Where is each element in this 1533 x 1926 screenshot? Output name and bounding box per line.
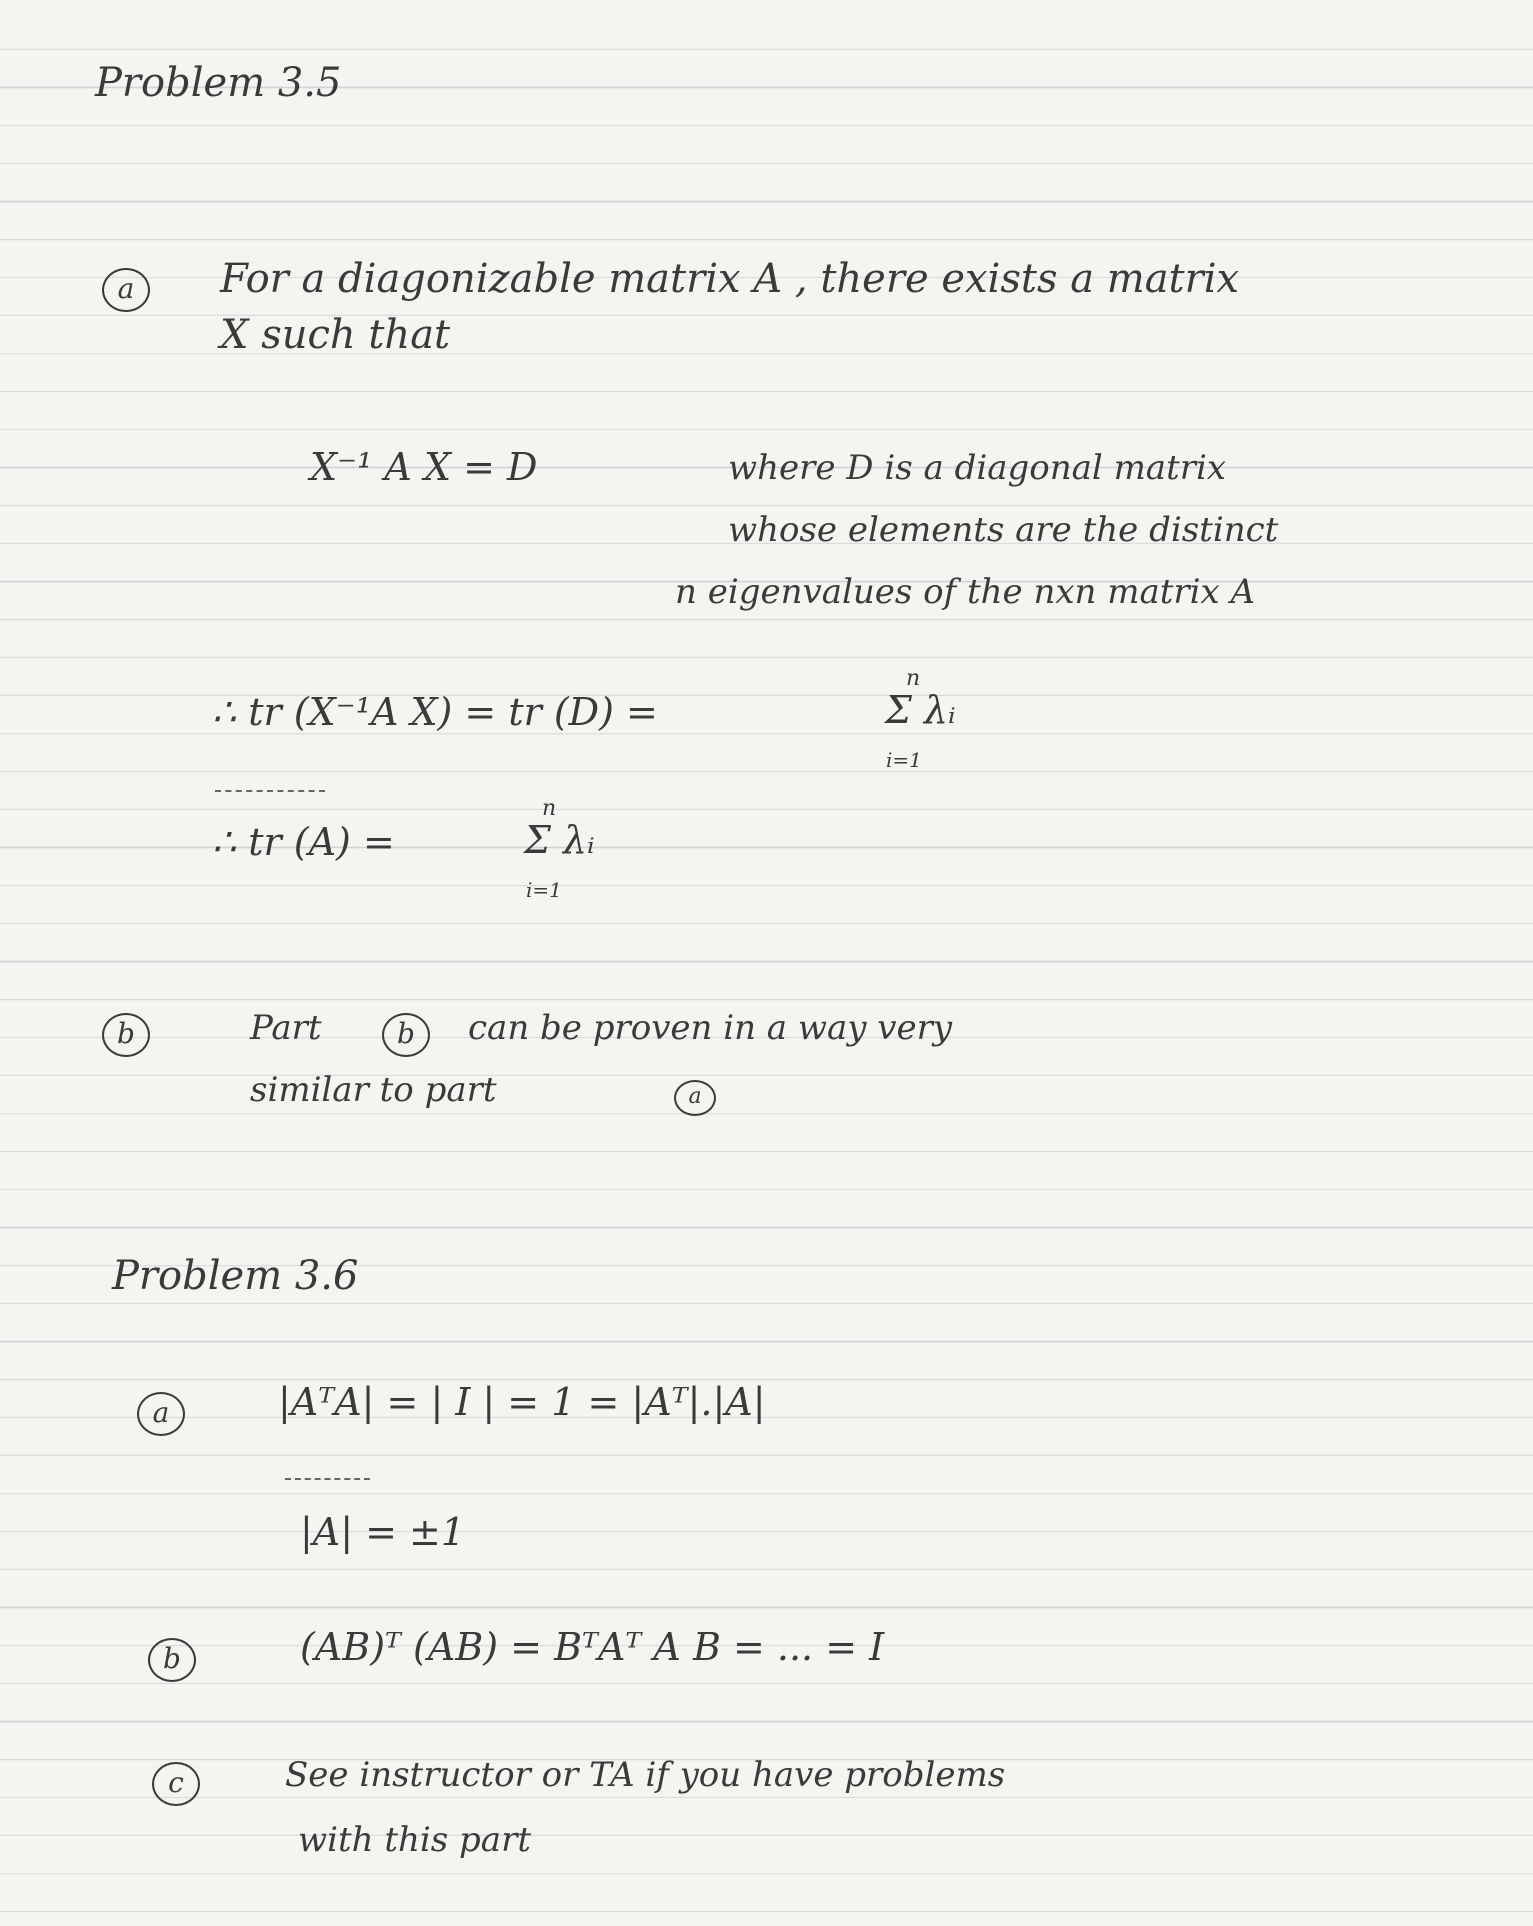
part-a-label: a [102, 268, 150, 312]
trace-equation-left: ∴ tr (X⁻¹A X) = tr (D) = [212, 690, 658, 734]
part-a-line2: X such that [220, 312, 451, 358]
part-a-label-3-6: a [137, 1392, 185, 1436]
part-b-line2: similar to part [250, 1070, 497, 1110]
product-transpose-equation: (AB)ᵀ (AB) = BᵀAᵀ A B = ... = I [300, 1625, 885, 1669]
part-b-word: Part [250, 1008, 322, 1048]
problem-3-5-title: Problem 3.5 [95, 60, 342, 106]
part-c-line2: with this part [298, 1820, 531, 1860]
sum-lower-limit-2: i=1 [526, 878, 562, 902]
equation-diagonalization: X⁻¹ A X = D [310, 445, 538, 489]
dash-separator [215, 790, 325, 792]
part-b-line1: can be proven in a way very [468, 1008, 953, 1048]
sum-lambda-2: Σ λᵢ [524, 818, 595, 862]
determinant-result: |A| = ±1 [300, 1510, 466, 1554]
sum-upper-limit-2: n [542, 796, 557, 821]
part-a-line1: For a diagonizable matrix A , there exists a matrix [220, 256, 1240, 302]
part-a-inline-label: a [674, 1080, 716, 1116]
part-b-inline-label: b [382, 1013, 430, 1057]
sum-lower-limit: i=1 [886, 748, 922, 772]
problem-3-6-title: Problem 3.6 [112, 1253, 359, 1299]
part-b-label: b [102, 1013, 150, 1057]
part-c-label-3-6: c [152, 1762, 200, 1806]
sum-upper-limit: n [906, 666, 921, 691]
sum-lambda: Σ λᵢ [885, 688, 956, 732]
where-line1: where D is a diagonal matrix [728, 448, 1227, 488]
orthogonal-determinant-equation: |AᵀA| = | I | = 1 = |Aᵀ|.|A| [278, 1380, 766, 1424]
where-line3: n eigenvalues of the nxn matrix A [675, 572, 1256, 612]
part-b-label-3-6: b [148, 1638, 196, 1682]
trace-result-left: ∴ tr (A) = [212, 820, 395, 864]
dash-separator-2 [285, 1478, 370, 1480]
part-c-line1: See instructor or TA if you have problems [285, 1755, 1006, 1795]
where-line2: whose elements are the distinct [728, 510, 1279, 550]
